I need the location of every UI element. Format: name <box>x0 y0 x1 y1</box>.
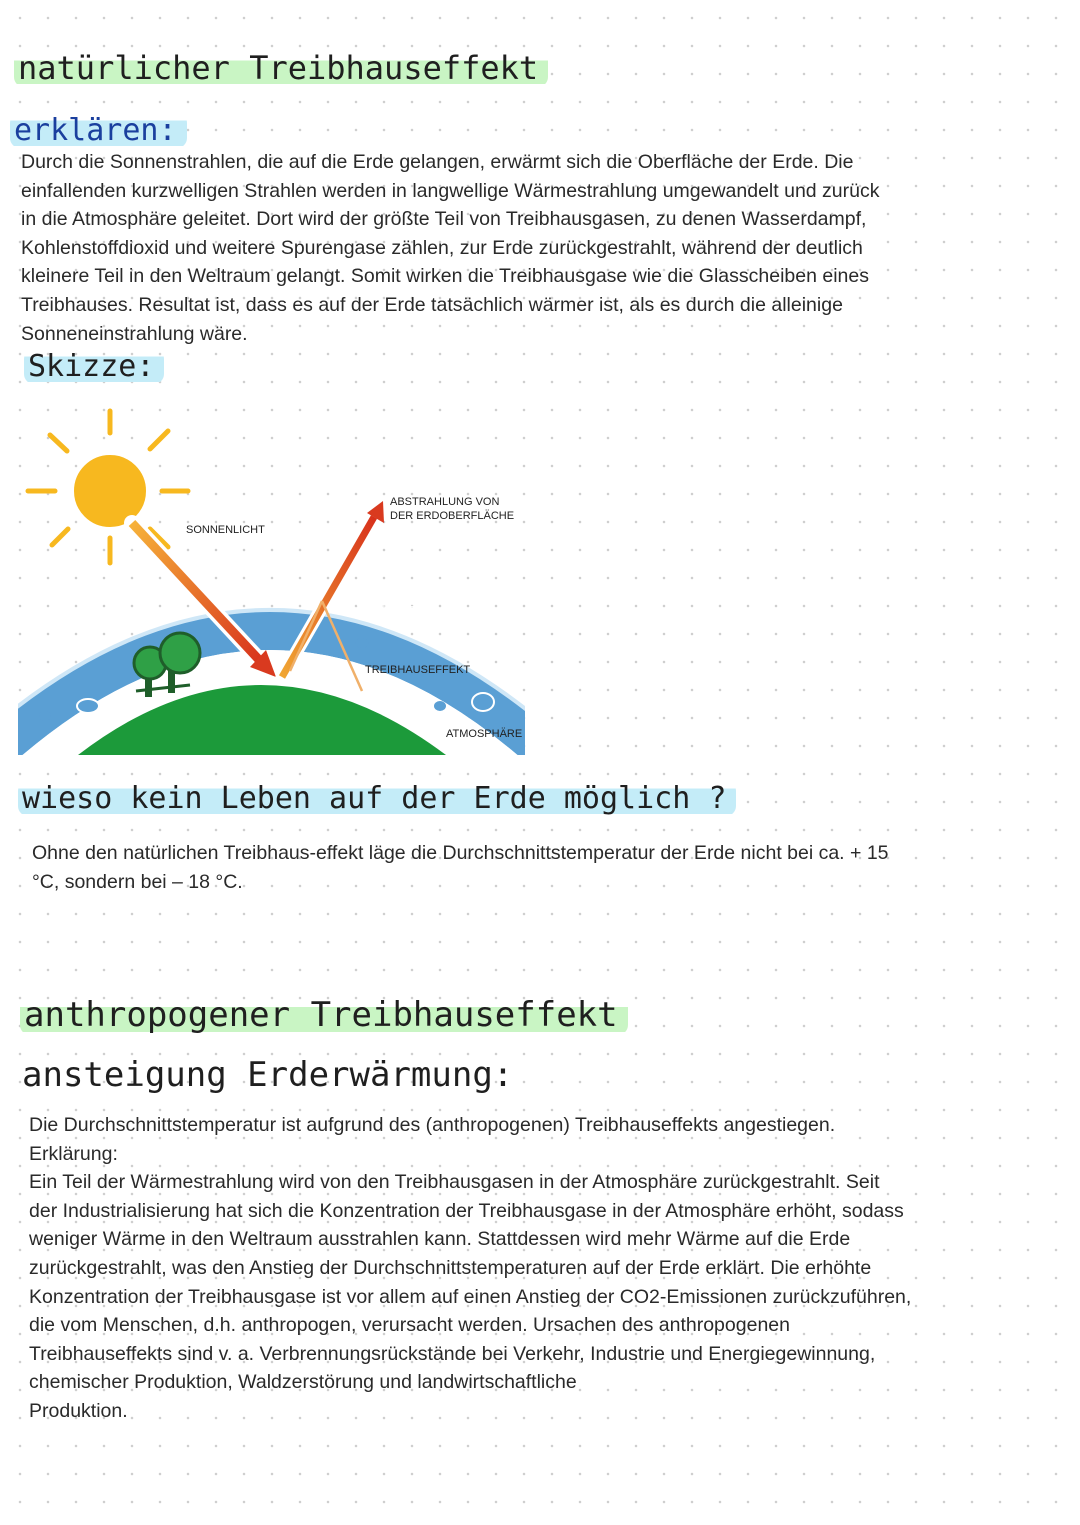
question-text: wieso kein Leben auf der Erde möglich ? <box>18 781 736 816</box>
subtitle-text: ansteigung Erderwärmung: <box>22 1055 514 1095</box>
paragraph-anthropogenic <box>29 1111 1049 1426</box>
paragraph-line: weniger Wärme in den Weltraum ausstrahlen kann. Stattdessen wird mehr Wärme auf die Erde <box>29 1228 851 1251</box>
paragraph-line: Konzentration der Treibhausgase ist vor allem auf einen Anstieg der CO2-Emissionen zurückzuführen, <box>29 1285 912 1308</box>
paragraph-line: Treibhauseffekts sind v. a. Verbrennungsrückstände bei Verkehr, Industrie und Energiegewinnung, <box>29 1342 876 1365</box>
paragraph-line: Durch die Sonnenstrahlen, die auf die Erde gelangen, erwärmt sich die Oberfläche der Erde. Die <box>21 151 854 173</box>
section-title-text: natürlicher Treibhauseffekt <box>14 49 548 87</box>
paragraph-line: Produktion. <box>29 1399 128 1422</box>
paragraph-line: der Industrialisierung hat sich die Konzentration der Treibhausgase in der Atmosphäre erhöht, sodass <box>29 1199 904 1222</box>
paragraph-no-life <box>32 839 1032 896</box>
paragraph-line: Treibhauses. Resultat ist, dass es auf der Erde tatsächlich wärmer ist, als es durch die alleinige <box>21 293 843 316</box>
label-greenhouse-effect: TREIBHAUSEFFEKT <box>365 664 471 676</box>
question-heading <box>18 781 736 816</box>
section-title-text: anthropogener Treibhauseffekt <box>20 995 628 1035</box>
label-radiation-2: DER ERDOBERFLÄCHE <box>390 510 515 522</box>
subtitle-warming <box>22 1055 514 1095</box>
sketch-heading <box>24 349 164 384</box>
label-sunlight: SONNENLICHT <box>186 524 265 536</box>
paragraph-line: Ohne den natürlichen Treibhaus-effekt läge die Durchschnittstemperatur der Erde nicht bei ca. + 15 <box>32 842 889 864</box>
label-greenhouse-gases: TREIBHAUSGASE <box>345 598 439 610</box>
paragraph-line: Die Durchschnittstemperatur ist aufgrund des (anthropogenen) Treibhauseffekts angestiegen. <box>29 1114 836 1136</box>
paragraph-line: Erklärung: <box>29 1142 118 1165</box>
paragraph-line: chemischer Produktion, Waldzerstörung und landwirtschaftliche <box>29 1371 577 1394</box>
section-title-natural-effect <box>14 49 548 87</box>
greenhouse-diagram <box>0 395 540 760</box>
paragraph-line: die vom Menschen, d.h. anthropogen, verursacht werden. Ursachen des anthropogenen <box>29 1314 790 1337</box>
paragraph-line: Kohlenstoffdioxid und weitere Spurengase zählen, zur Erde zurückgestrahlt, während der deutlich <box>21 236 863 259</box>
paragraph-line: Sonneneinstrahlung wäre. <box>21 322 248 345</box>
paragraph-line: einfallenden kurzwelligen Strahlen werden in langwellige Wärmestrahlung umgewandelt und zurück <box>21 179 880 202</box>
paragraph-line: Ein Teil der Wärmestrahlung wird von den Treibhausgasen in der Atmosphäre zurückgestrahlt. Seit <box>29 1171 880 1194</box>
label-atmosphere: ATMOSPHÄRE <box>446 728 523 740</box>
sketch-heading-text: Skizze: <box>24 349 164 384</box>
subtitle-explain <box>10 113 187 148</box>
paragraph-line: in die Atmosphäre geleitet. Dort wird der größte Teil von Treibhausgasen, zu denen Wasserdampf, <box>21 208 867 231</box>
paragraph-natural-effect <box>21 148 1021 348</box>
paragraph-line: zurückgestrahlt, was den Anstieg der Durchschnittstemperaturen auf der Erde erklärt. Die erhöhte <box>29 1256 872 1279</box>
paragraph-line: °C, sondern bei – 18 °C. <box>32 870 243 893</box>
paragraph-line: kleinere Teil in den Weltraum gelangt. Somit wirken die Treibhausgase wie die Glasscheiben eines <box>21 265 869 288</box>
section-title-anthropogenic <box>20 995 628 1035</box>
label-radiation-1: ABSTRAHLUNG VON <box>390 496 500 508</box>
subtitle-text: erklären: <box>10 113 187 148</box>
